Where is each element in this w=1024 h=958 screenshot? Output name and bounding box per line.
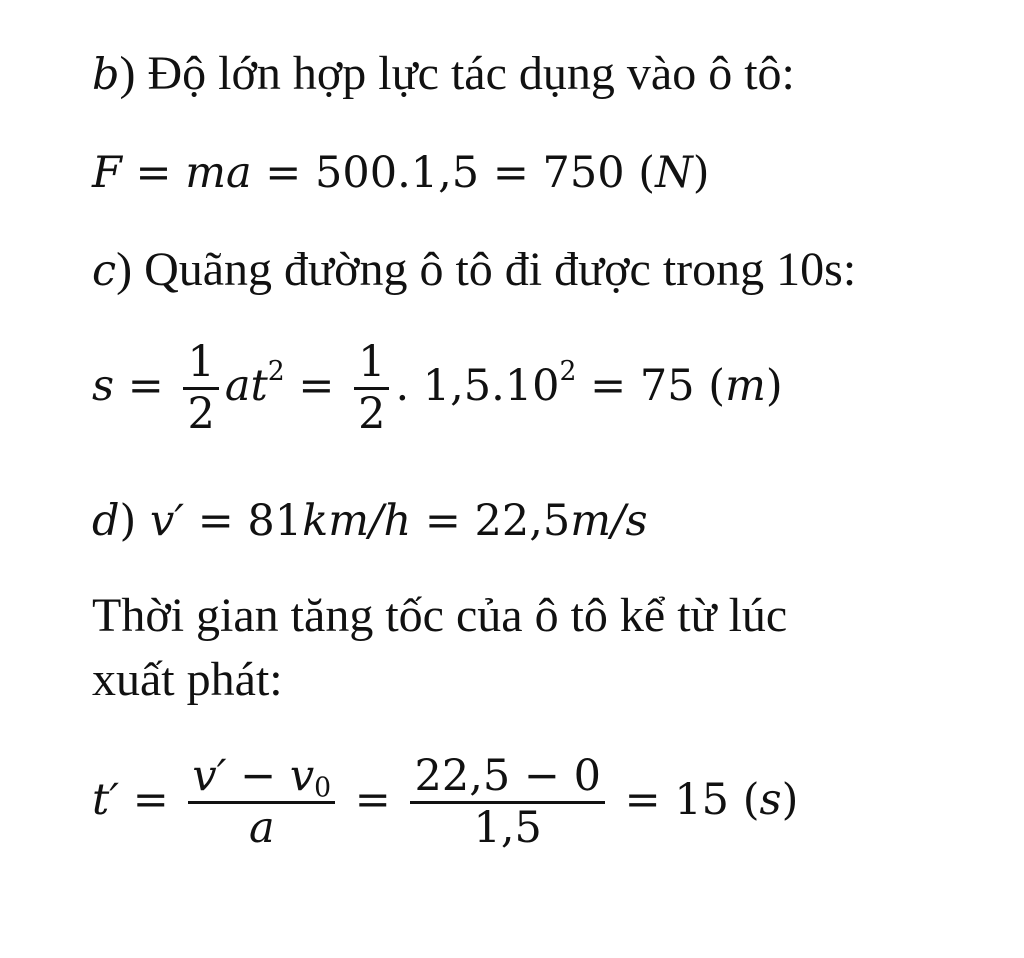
force-result: 750 [542,148,625,198]
velocity-unit-kmh: km/h [302,496,412,546]
initial-velocity-subscript: 0 [314,772,332,804]
time-symbol: t′ [92,774,120,825]
force-symbol: F [92,148,122,198]
part-c-label: c [92,246,117,296]
fraction-denominator: 2 [358,389,386,440]
force-formula: F = ma = 500.1,5 = 750 (N) [92,148,710,198]
part-c-text: ) Quãng đường ô tô đi được trong 10s: [116,243,857,296]
acceleration-time-text-1: Thời gian tăng tốc của ô tô kể từ lúc [92,589,788,642]
velocity-value-ms: 22,5 [474,496,571,546]
velocity-value-kmh: 81 [247,496,303,546]
fraction-denominator: 2 [187,389,215,440]
fraction-denominator [188,804,335,853]
part-b-text: ) Độ lớn hợp lực tác dụng vào ô tô: [119,47,795,100]
distance-unit: m [725,360,766,411]
distance-result: 75 [639,360,695,411]
distance-exponent: 2 [267,355,285,387]
velocity-unit-ms: m/s [570,496,648,546]
fraction-numerator: 1 [354,338,389,390]
distance-calculation: . 1,5.10 [395,360,560,411]
time-unit: s [759,774,782,825]
velocity-formula: d) v′ = 81km/h = 22,5m/s [92,496,648,546]
force-calculation: 500.1,5 [315,148,480,198]
fraction-numerator [188,752,335,804]
acceleration-symbol: a [248,803,275,854]
acceleration-time-text-2: xuất phát: [92,653,283,706]
force-unit: N [655,148,693,198]
fraction-numeric [410,752,604,854]
fraction-numerator: 22,5 − 0 [410,752,604,804]
fraction-denominator: 1,5 [473,803,542,854]
force-expression: ma [185,148,252,198]
part-d-label: d [92,496,120,546]
distance-symbol: s [92,360,115,411]
part-b-heading [92,47,795,100]
time-formula: t′ = $\frac{v' - v_0}{a}$ = $\frac{22,5 - 0}{1,5}$ = 15 (s) [92,751,799,854]
distance-term: at [224,360,268,411]
part-c-heading [92,243,857,296]
velocity-symbol: v′ [149,496,185,546]
calc-exponent: 2 [559,355,577,387]
velocity-difference: v′ − v [192,751,315,801]
fraction-half-2 [354,338,389,440]
fraction-velocity-over-a [188,752,335,854]
distance-formula: s = $\frac{1}{2}$ $at^2$ = $\frac{1}{2}$ . $1,5.10^2 = 75$ (m) [92,337,783,440]
time-result: 15 [674,774,730,825]
part-b-label: b [92,50,120,100]
fraction-half-1 [183,338,218,440]
fraction-numerator: 1 [183,338,218,390]
